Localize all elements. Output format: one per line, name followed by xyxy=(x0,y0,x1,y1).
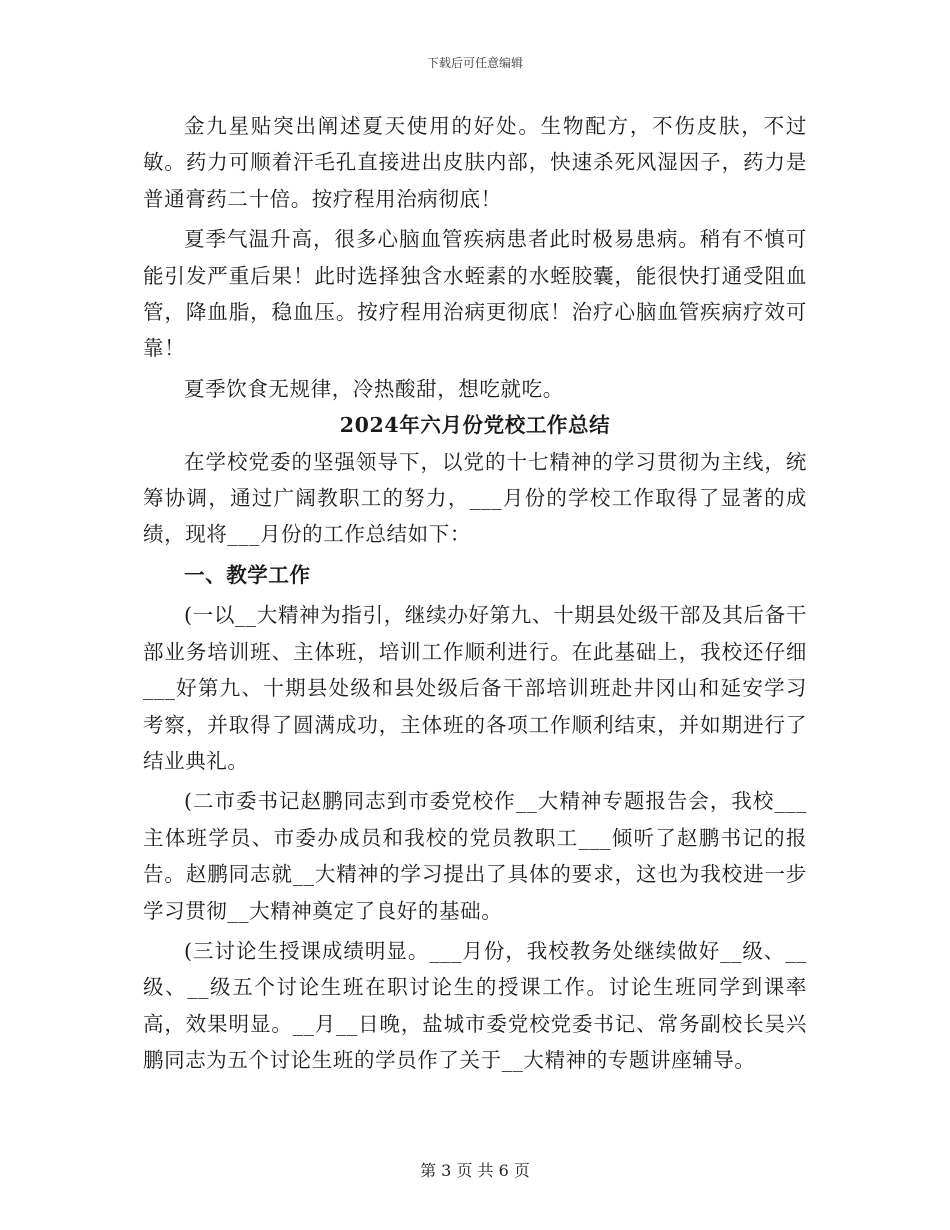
section-paragraph-3: (三讨论生授课成绩明显。___月份，我校教务处继续做好__级、__级、__级五个讨论生班在职讨论生的授课工作。讨论生班同学到课率高，效果明显。__月__日晚，盐城市委党校党委书记、常务副校长吴兴鹏同志为五个讨论生班的学员作了关于__大精神的专题讲座辅导。 xyxy=(143,938,807,1073)
paragraph-1: 金九星贴突出阐述夏天使用的好处。生物配方，不伤皮肤，不过敏。药力可顺着汗毛孔直接进出皮肤内部，快速杀死风湿因子，药力是普通膏药二十倍。按疗程用治病彻底！ xyxy=(143,114,807,211)
intro-paragraph: 在学校党委的坚强领导下，以党的十七精神的学习贯彻为主线，统筹协调，通过广阔教职工的努力，___月份的学校工作取得了显著的成绩，现将___月份的工作总结如下： xyxy=(143,449,807,547)
paragraph-2: 夏季气温升高，很多心脑血管疾病患者此时极易患病。稍有不慎可能引发严重后果！此时选择独含水蛭素的水蛭胶囊，能很快打通受阻血管，降血脂，稳血压。按疗程用治病更彻底！治疗心脑血管疾病疗效可靠！ xyxy=(143,227,807,361)
paragraph-3: 夏季饮食无规律，冷热酸甜，想吃就吃。 xyxy=(184,376,564,401)
header-note: 下载后可任意编辑 xyxy=(426,56,523,70)
page-footer: 第 3 页 共 6 页 xyxy=(420,1161,530,1180)
section-paragraph-1: (一以__大精神为指引，继续办好第九、十期县处级干部及其后备干部业务培训班、主体班，培训工作顺利进行。在此基础上，我校还仔细___好第九、十期县处级和县处级后备干部培训班赴井冈山和延安学习考察，并取得了圆满成功，主体班的各项工作顺利结束，并如期进行了结业典礼。 xyxy=(143,603,807,773)
section-heading-teaching: 一、教学工作 xyxy=(184,562,311,587)
document-title: 2024年六月份党校工作总结 xyxy=(339,413,611,438)
document-body xyxy=(143,108,807,1079)
section-paragraph-2: (二市委书记赵鹏同志到市委党校作__大精神专题报告会，我校___主体班学员、市委办成员和我校的党员教职工___倾听了赵鹏书记的报告。赵鹏同志就__大精神的学习提出了具体的要求，这也为我校进一步学习贯彻__大精神奠定了良好的基础。 xyxy=(143,789,807,923)
